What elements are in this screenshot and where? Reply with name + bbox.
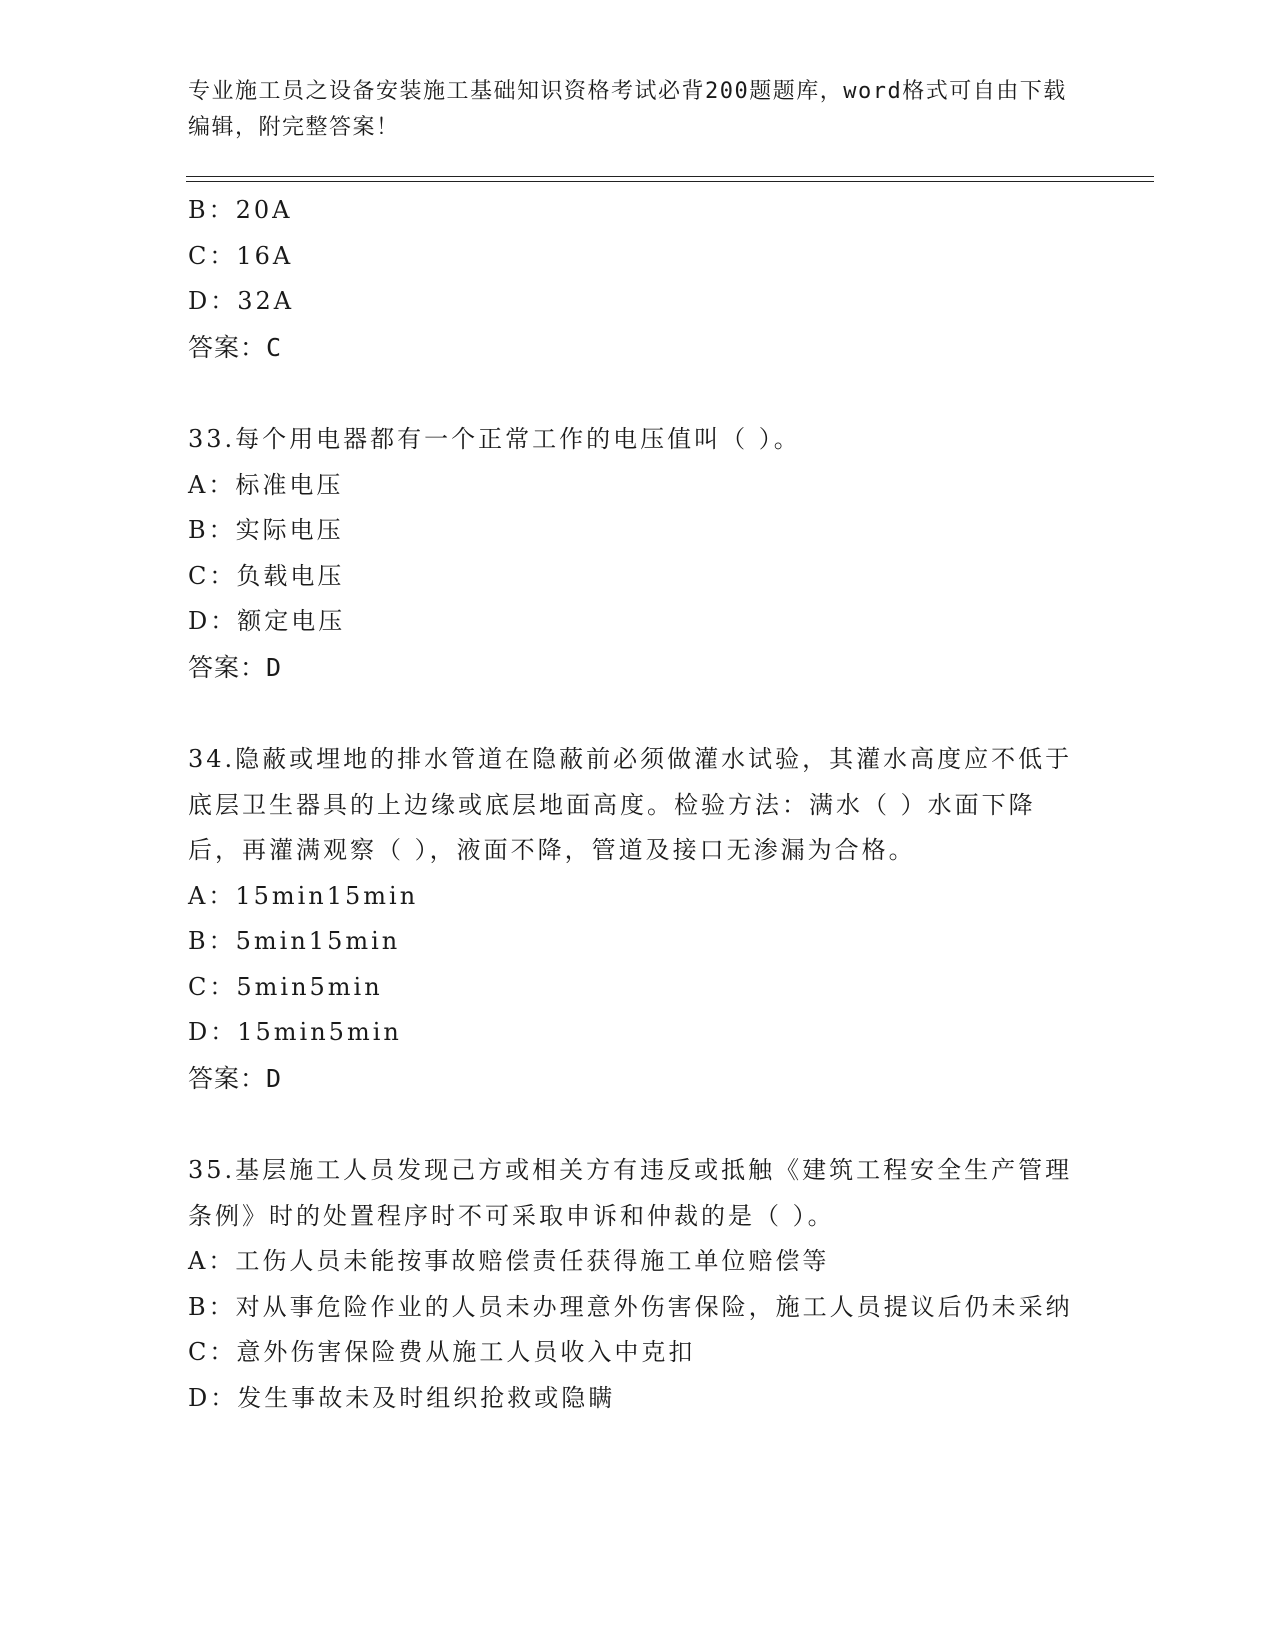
option-d: D：额定电压 (188, 607, 346, 635)
answer-line: 答案：D (188, 1063, 283, 1093)
option-c: C：意外伤害保险费从施工人员收入中克扣 (188, 1338, 696, 1366)
header-rule-bottom (186, 181, 1154, 182)
option-d: D：15min5min (188, 1018, 402, 1046)
option-d: D：32A (188, 287, 295, 315)
option-c: C：16A (188, 241, 294, 270)
question-35 (188, 1148, 1088, 1421)
question-stem: 33.每个用电器都有一个正常工作的电压值叫（ ）。 (188, 425, 801, 453)
header-rule-top (186, 176, 1154, 177)
option-a: A：工伤人员未能按事故赔偿责任获得施工单位赔偿等 (188, 1247, 830, 1275)
question-stem: 34.隐蔽或埋地的排水管道在隐蔽前必须做灌水试验，其灌水高度应不低于底层卫生器具的上边缘或底层地面高度。检验方法：满水（ ）水面下降后，再灌满观察（ ），液面不降，管道及接口无渗漏为合格。 (188, 745, 1073, 864)
question-stem: 35.基层施工人员发现己方或相关方有违反或抵触《建筑工程安全生产管理条例》时的处置程序时不可采取申诉和仲裁的是（ ）。 (188, 1156, 1073, 1230)
option-a: A：标准电压 (188, 470, 344, 499)
answer-line: 答案：D (188, 652, 283, 682)
option-d: D：发生事故未及时组织抢救或隐瞒 (188, 1383, 616, 1412)
question-33 (188, 417, 1088, 690)
option-b: B：5min15min (188, 927, 401, 955)
option-c: C：5min5min (188, 972, 383, 1001)
option-c: C：负载电压 (188, 561, 345, 590)
option-b: B：实际电压 (188, 516, 344, 544)
option-b: B：对从事危险作业的人员未办理意外伤害保险，施工人员提议后仍未采纳 (188, 1292, 1073, 1321)
prev-question-block (188, 188, 1088, 370)
document-header: 专业施工员之设备安装施工基础知识资格考试必背200题题库，word格式可自由下载编辑，附完整答案！ (188, 79, 1067, 140)
question-content (188, 188, 1088, 1421)
answer-line: 答案：C (188, 332, 283, 362)
option-b: B：20A (188, 196, 293, 224)
option-a: A：15min15min (188, 881, 419, 910)
question-34 (188, 737, 1088, 1101)
